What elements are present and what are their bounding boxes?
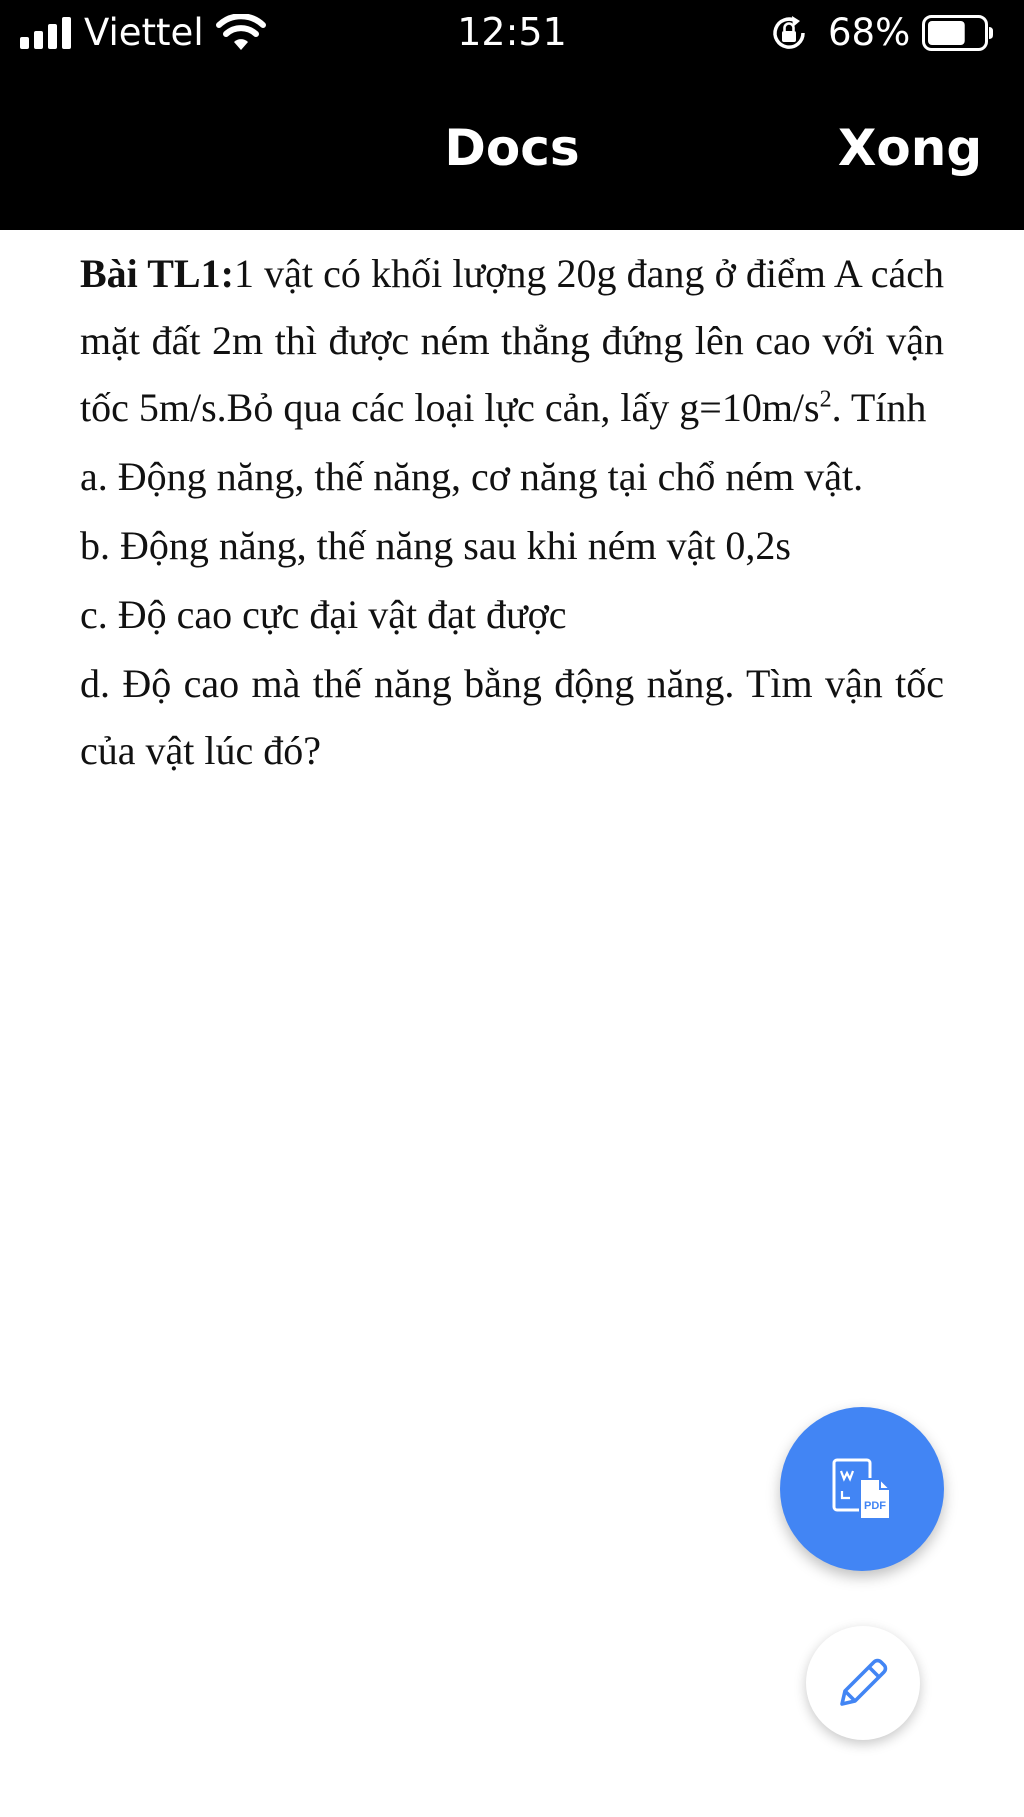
battery-icon: [922, 15, 994, 51]
problem-text: 1 vật có khối lượng 20g đang ở điểm A cách mặt đất 2m thì được ném thẳng đứng lên cao với vận tốc 5m/s.Bỏ qua các loại lực cản, lấy g=10m/s: [80, 251, 944, 430]
clock: 12:51: [457, 10, 567, 54]
problem-statement: [80, 240, 944, 441]
question-a: a. Động năng, thế năng, cơ năng tại chổ ném vật.: [80, 454, 864, 499]
question-d: d. Độ cao mà thế năng bằng động năng. Tìm vận tốc của vật lúc đó?: [80, 661, 944, 773]
page-title: Docs: [444, 119, 580, 177]
document-content: [80, 240, 944, 786]
convert-to-pdf-button[interactable]: [780, 1407, 944, 1571]
signal-icon: [20, 17, 72, 49]
problem-label: Bài TL1:: [80, 251, 234, 296]
question-c: c. Độ cao cực đại vật đạt được: [80, 592, 567, 637]
carrier-name: Viettel: [84, 11, 204, 54]
battery-percent: 68%: [828, 11, 911, 54]
svg-text:PDF: PDF: [864, 1500, 886, 1512]
status-bar: [0, 0, 1024, 66]
wifi-icon: [216, 14, 266, 52]
done-button[interactable]: Xong: [837, 119, 983, 177]
nav-bar: [0, 100, 1024, 200]
pencil-icon: [834, 1654, 892, 1712]
question-b: b. Động năng, thế năng sau khi ném vật 0,2s: [80, 523, 791, 568]
rotation-lock-icon: [770, 14, 808, 52]
top-bar: [0, 0, 1024, 230]
problem-text-end: . Tính: [831, 385, 927, 430]
edit-button[interactable]: [806, 1626, 920, 1740]
exponent: 2: [819, 386, 832, 413]
word-to-pdf-icon: [830, 1457, 896, 1523]
